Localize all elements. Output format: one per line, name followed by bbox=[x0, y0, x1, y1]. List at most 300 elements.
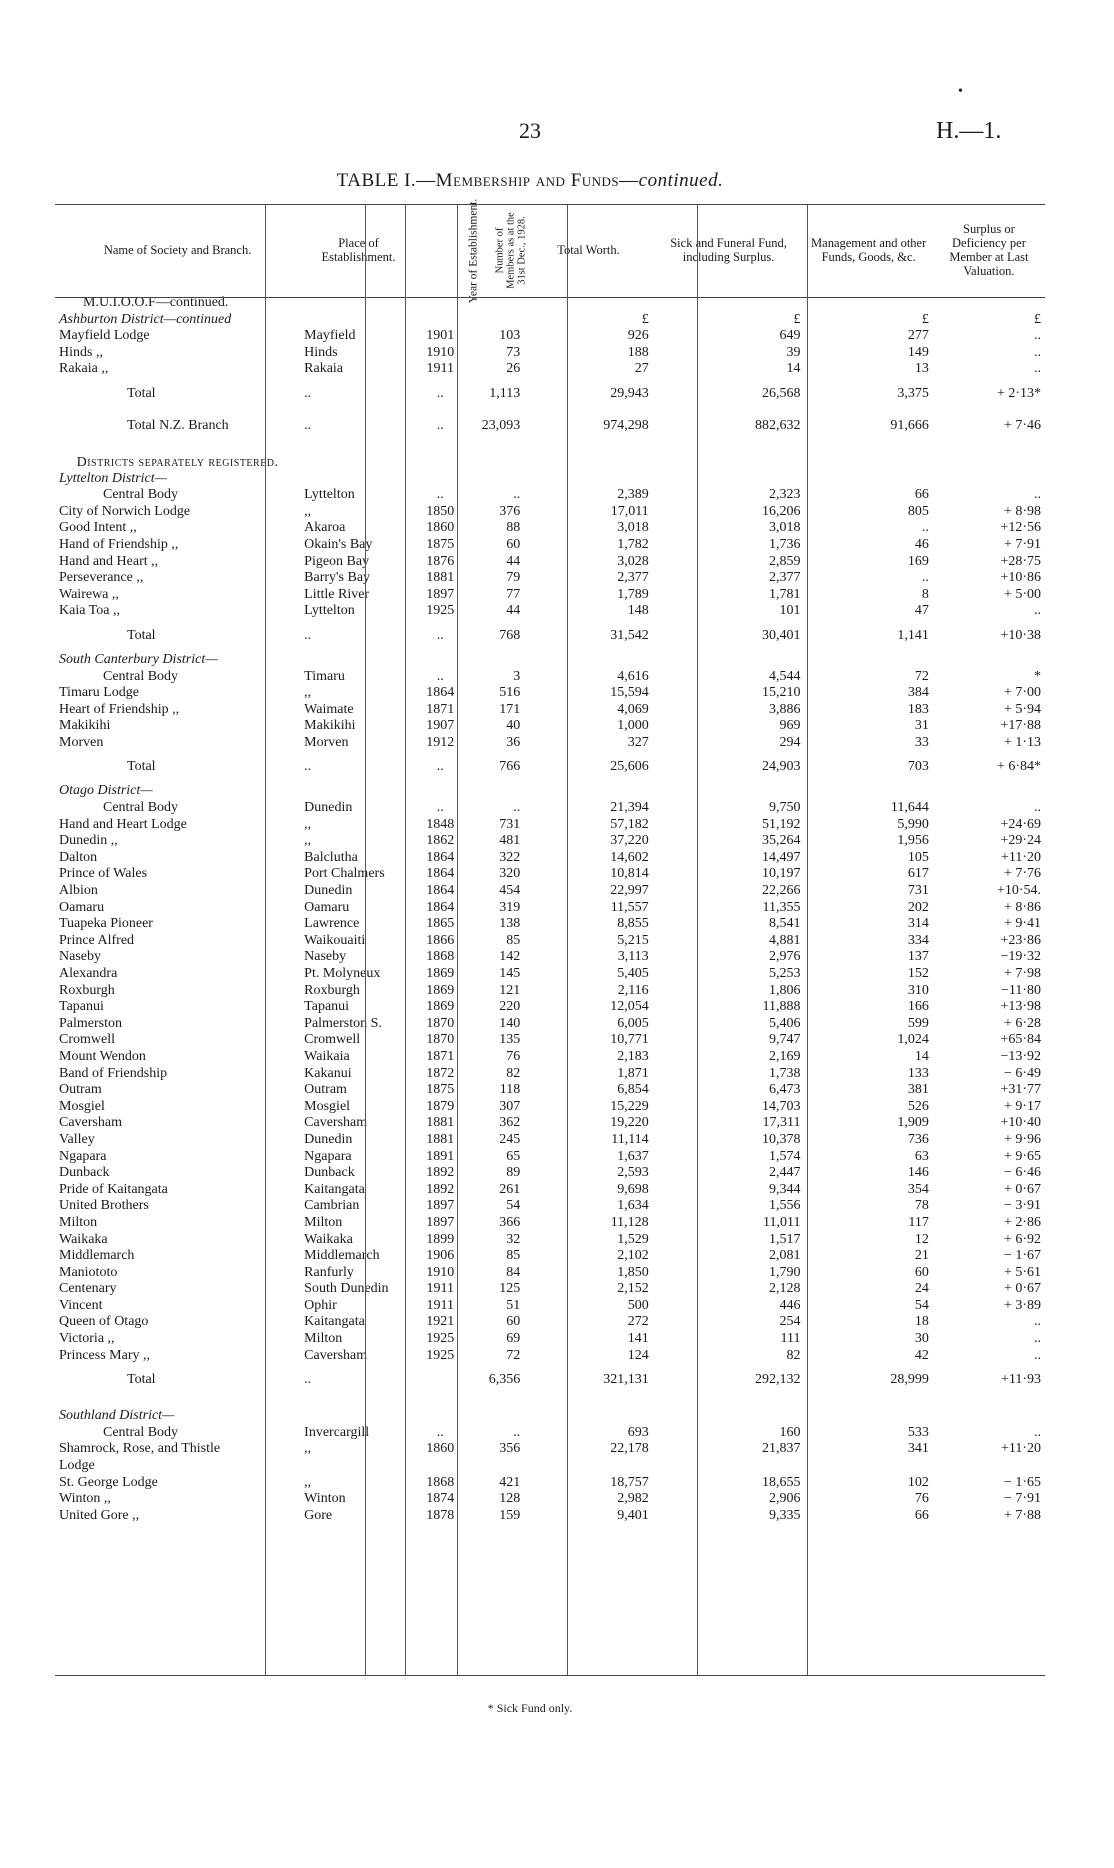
cell-mgmt: 384 bbox=[907, 685, 929, 701]
cell-members: 84 bbox=[506, 1264, 521, 1280]
cell-year: 1899 bbox=[426, 1231, 455, 1247]
cell-surplus: + 0·67 bbox=[1003, 1181, 1041, 1197]
cell-place: Oamaru bbox=[304, 899, 350, 915]
membership-table bbox=[55, 198, 1045, 1524]
cell-surplus: .. bbox=[1034, 1347, 1041, 1363]
cell-members: 103 bbox=[499, 328, 521, 344]
cell-year: .. bbox=[436, 1424, 444, 1440]
cell-year: 1912 bbox=[426, 734, 455, 750]
cell-sick: 2,447 bbox=[768, 1165, 801, 1181]
cell-worth: 6,005 bbox=[617, 1015, 649, 1031]
cell-surplus: +10·54. bbox=[996, 883, 1041, 899]
cell-worth: 29,943 bbox=[610, 385, 649, 401]
cell-worth: 11,128 bbox=[610, 1214, 649, 1230]
cell-mgmt: 66 bbox=[914, 1507, 929, 1523]
table-row bbox=[55, 949, 1045, 966]
cell-mgmt: 314 bbox=[907, 916, 929, 932]
cell-name: Tuapeka Pioneer bbox=[59, 916, 153, 932]
total-row bbox=[55, 378, 1045, 410]
table-row bbox=[55, 1281, 1045, 1298]
cell-worth: 4,616 bbox=[617, 668, 649, 684]
cell-sick: 4,544 bbox=[768, 668, 801, 684]
table-row bbox=[55, 487, 1045, 504]
cell-worth: 31,542 bbox=[610, 627, 649, 643]
cell-sick: 294 bbox=[779, 734, 801, 750]
cell-place bbox=[300, 454, 417, 471]
cell-place: Mayfield bbox=[304, 328, 356, 344]
col-header-surplus: Surplus or Deficiency per Member at Last Valuation. bbox=[949, 222, 1029, 278]
cell-worth: 11,557 bbox=[610, 899, 649, 915]
cell-year: 1864 bbox=[426, 899, 455, 915]
cell-place: Makikihi bbox=[304, 718, 356, 734]
cell-mgmt: £ bbox=[921, 311, 929, 327]
cell-place: Milton bbox=[304, 1331, 343, 1347]
cell-mgmt: 13 bbox=[914, 361, 929, 377]
table-body bbox=[55, 295, 1045, 1524]
cell-mgmt: 14 bbox=[914, 1048, 929, 1064]
cell-surplus: + 9·96 bbox=[1003, 1131, 1041, 1147]
cell-name: Tapanui bbox=[59, 999, 104, 1015]
cell-sick: 9,335 bbox=[768, 1507, 801, 1523]
cell-year: .. bbox=[436, 487, 444, 503]
cell-worth: 4,069 bbox=[617, 701, 649, 717]
cell-members: 138 bbox=[499, 916, 521, 932]
cell-members: 82 bbox=[506, 1065, 521, 1081]
cell-sick: 35,264 bbox=[761, 833, 801, 849]
section-row bbox=[55, 1408, 1045, 1425]
table-row bbox=[55, 1099, 1045, 1116]
cell-surplus: + 3·89 bbox=[1003, 1297, 1041, 1313]
cell-place: Waikaka bbox=[304, 1231, 353, 1247]
cell-name: Hand and Heart ,, bbox=[59, 553, 159, 569]
cell-place: Lyttelton bbox=[304, 603, 355, 619]
cell-members bbox=[464, 454, 525, 471]
cell-place: Hinds bbox=[304, 344, 338, 360]
cell-mgmt: 11,644 bbox=[890, 800, 929, 816]
cell-worth: 10,814 bbox=[610, 866, 649, 882]
cell-surplus: .. bbox=[1034, 1314, 1041, 1330]
table-row bbox=[55, 1475, 1045, 1492]
cell-year: 1874 bbox=[426, 1491, 455, 1507]
cell-mgmt: 24 bbox=[914, 1281, 929, 1297]
cell-surplus: .. bbox=[1034, 361, 1041, 377]
cell-place: Invercargill bbox=[304, 1424, 370, 1440]
cell-year: 1925 bbox=[426, 1347, 455, 1363]
cell-name: United Brothers bbox=[59, 1198, 149, 1214]
cell-year: .. bbox=[436, 385, 444, 401]
table-row bbox=[55, 685, 1045, 702]
cell-year: 1869 bbox=[426, 966, 455, 981]
cell-sick: 1,556 bbox=[768, 1198, 801, 1214]
table-row bbox=[55, 603, 1045, 620]
cell-members bbox=[464, 1458, 525, 1475]
cell-year: 1868 bbox=[426, 949, 455, 965]
cell-sick: 18,655 bbox=[761, 1474, 801, 1490]
cell-worth: 17,011 bbox=[610, 503, 649, 519]
table-row bbox=[55, 1458, 1045, 1475]
cell-surplus: £ bbox=[1034, 311, 1041, 327]
cell-worth: 3,113 bbox=[617, 949, 649, 965]
cell-members: 142 bbox=[499, 949, 521, 965]
cell-mgmt: 30 bbox=[914, 1331, 929, 1347]
cell-mgmt bbox=[804, 454, 932, 471]
cell-members: 89 bbox=[506, 1165, 521, 1181]
cell-year: .. bbox=[436, 417, 444, 433]
cell-name: Alexandra bbox=[59, 966, 118, 981]
cell-mgmt: 166 bbox=[907, 999, 929, 1015]
col-header-year: Year of Establishment. bbox=[467, 198, 480, 304]
spacer-cell bbox=[55, 442, 1045, 454]
cell-mgmt: 533 bbox=[907, 1424, 929, 1440]
cell-surplus: +11·20 bbox=[1000, 849, 1041, 865]
title-suffix: continued. bbox=[638, 170, 724, 191]
cell-surplus: + 8·86 bbox=[1003, 899, 1041, 915]
table-row bbox=[55, 916, 1045, 933]
cell-name: Palmerston bbox=[59, 1015, 122, 1031]
cell-place: Naseby bbox=[304, 949, 347, 965]
cell-worth bbox=[524, 454, 652, 471]
cell-surplus: .. bbox=[1034, 800, 1041, 816]
cell-name: Central Body bbox=[103, 1424, 179, 1440]
cell-members bbox=[464, 652, 525, 669]
cell-surplus: + 7·91 bbox=[1003, 536, 1041, 552]
cell-year: 1869 bbox=[426, 999, 455, 1015]
table-row bbox=[55, 1248, 1045, 1265]
cell-worth: 124 bbox=[627, 1347, 649, 1363]
cell-sick: 2,906 bbox=[768, 1491, 801, 1507]
cell-members: 32 bbox=[506, 1231, 521, 1247]
cell-surplus: + 6·84* bbox=[996, 759, 1041, 775]
cell-name: Valley bbox=[59, 1131, 95, 1147]
cell-members bbox=[464, 783, 525, 800]
section-row bbox=[55, 783, 1045, 800]
cell-sick: 2,323 bbox=[768, 487, 801, 503]
cell-surplus: + 7·76 bbox=[1003, 866, 1041, 882]
cell-place bbox=[300, 783, 417, 800]
cell-name: Lodge bbox=[59, 1458, 95, 1474]
cell-name: Lyttelton District— bbox=[59, 470, 168, 486]
cell-year: 1911 bbox=[426, 1281, 454, 1297]
table-row bbox=[55, 1082, 1045, 1099]
cell-name: Ngapara bbox=[59, 1148, 107, 1164]
col-header-mgmt: Management and other Funds, Goods, &c. bbox=[811, 236, 927, 264]
cell-surplus: * bbox=[1034, 668, 1041, 684]
cell-place: Kaitangata bbox=[304, 1181, 365, 1197]
cell-mgmt: 76 bbox=[914, 1491, 929, 1507]
cell-year: 1881 bbox=[426, 1115, 455, 1131]
cell-sick: 101 bbox=[779, 603, 801, 619]
table-row bbox=[55, 1232, 1045, 1249]
table-row bbox=[55, 520, 1045, 537]
cell-place bbox=[300, 312, 417, 329]
cell-place: Pt. Molyneux bbox=[304, 966, 381, 981]
col-header-place: Place of Establishment. bbox=[321, 236, 396, 264]
table-row bbox=[55, 1016, 1045, 1033]
cell-sick: 2,169 bbox=[768, 1048, 801, 1064]
cell-name: Makikihi bbox=[59, 718, 111, 734]
cell-sick: 882,632 bbox=[754, 417, 801, 433]
cell-sick: 1,574 bbox=[768, 1148, 801, 1164]
cell-sick: 9,344 bbox=[768, 1181, 801, 1197]
col-header-worth: Total Worth. bbox=[557, 243, 620, 257]
cell-surplus: + 5·61 bbox=[1003, 1264, 1041, 1280]
table-row bbox=[55, 817, 1045, 834]
cell-year: 1897 bbox=[426, 1198, 455, 1214]
cell-members: 766 bbox=[499, 759, 521, 775]
cell-place: Okain's Bay bbox=[304, 536, 373, 552]
cell-name: Princess Mary ,, bbox=[59, 1347, 150, 1363]
cell-members: 768 bbox=[499, 627, 521, 643]
cell-surplus: + 7·46 bbox=[1003, 417, 1041, 433]
cell-members: 88 bbox=[506, 520, 521, 536]
cell-worth: 926 bbox=[627, 328, 649, 344]
cell-worth: 22,997 bbox=[610, 883, 649, 899]
cell-surplus: .. bbox=[1034, 1331, 1041, 1347]
cell-place: ,, bbox=[304, 833, 312, 849]
cell-name: Milton bbox=[59, 1214, 98, 1230]
cell-sick: 3,018 bbox=[768, 520, 801, 536]
cell-year: 1910 bbox=[426, 1264, 455, 1280]
cell-place: Port Chalmers bbox=[304, 866, 385, 882]
cell-members: 60 bbox=[506, 1314, 521, 1330]
cell-sick bbox=[653, 454, 805, 471]
cell-year: 1871 bbox=[426, 1048, 455, 1064]
cell-worth: 9,401 bbox=[617, 1507, 649, 1523]
cell-year: 1870 bbox=[426, 1015, 455, 1031]
cell-worth: 15,229 bbox=[610, 1098, 649, 1114]
cell-name: Total N.Z. Branch bbox=[127, 417, 229, 433]
cell-surplus: +29·24 bbox=[1000, 833, 1041, 849]
cell-surplus bbox=[933, 454, 1045, 471]
cell-members: 40 bbox=[506, 718, 521, 734]
section-row bbox=[55, 454, 1045, 471]
cell-year: 1897 bbox=[426, 1214, 455, 1230]
table-row bbox=[55, 1132, 1045, 1149]
cell-sick bbox=[653, 471, 805, 488]
cell-surplus: + 7·00 bbox=[1003, 685, 1041, 701]
cell-surplus: − 6·49 bbox=[1003, 1065, 1041, 1081]
title-prefix: TABLE I.— bbox=[336, 170, 436, 191]
cell-surplus: +11·20 bbox=[1000, 1441, 1041, 1457]
cell-worth: 1,871 bbox=[617, 1065, 649, 1081]
cell-sick: 14 bbox=[786, 361, 801, 377]
table-row bbox=[55, 587, 1045, 604]
col-header-name: Name of Society and Branch. bbox=[103, 243, 252, 257]
cell-surplus: + 0·67 bbox=[1003, 1281, 1041, 1297]
table-row bbox=[55, 1115, 1045, 1132]
cell-mgmt: 31 bbox=[914, 718, 929, 734]
cell-name: Cromwell bbox=[59, 1032, 115, 1048]
cell-members: 85 bbox=[506, 932, 521, 948]
cell-members: 481 bbox=[499, 833, 521, 849]
cell-members: 362 bbox=[499, 1115, 521, 1131]
cell-sick: 10,378 bbox=[761, 1131, 801, 1147]
cell-year: 1901 bbox=[426, 328, 455, 344]
cell-sick: 3,886 bbox=[768, 701, 801, 717]
cell-name: Otago District— bbox=[59, 783, 153, 799]
cell-worth bbox=[524, 1408, 652, 1425]
cell-year: 1911 bbox=[426, 361, 454, 377]
cell-name: Total bbox=[127, 759, 156, 775]
cell-worth: 5,405 bbox=[617, 966, 649, 981]
cell-sick: 17,311 bbox=[762, 1115, 801, 1131]
cell-mgmt: 183 bbox=[907, 701, 929, 717]
cell-worth: 3,018 bbox=[617, 520, 649, 536]
table-row bbox=[55, 669, 1045, 686]
cell-worth: 2,116 bbox=[617, 982, 649, 998]
table-row bbox=[55, 718, 1045, 735]
cell-mgmt: 169 bbox=[907, 553, 929, 569]
cell-members: 73 bbox=[506, 344, 521, 360]
cell-name: Total bbox=[127, 385, 156, 401]
table-row bbox=[55, 983, 1045, 1000]
cell-worth bbox=[524, 1458, 652, 1475]
table-row bbox=[55, 1049, 1045, 1066]
table-row bbox=[55, 345, 1045, 362]
table-row bbox=[55, 1441, 1045, 1458]
cell-name: Winton ,, bbox=[59, 1491, 111, 1507]
cell-worth: 27 bbox=[634, 361, 649, 377]
cell-members: 376 bbox=[499, 503, 521, 519]
rule-header bbox=[55, 297, 1045, 298]
table-row bbox=[55, 1165, 1045, 1182]
cell-worth: 22,178 bbox=[610, 1441, 649, 1457]
cell-surplus: + 9·65 bbox=[1003, 1148, 1041, 1164]
table-row bbox=[55, 702, 1045, 719]
cell-surplus: + 9·41 bbox=[1003, 916, 1041, 932]
rule-col-1 bbox=[265, 205, 266, 1675]
cell-year: 1869 bbox=[426, 982, 455, 998]
cell-place: ,, bbox=[304, 503, 312, 519]
table-row bbox=[55, 328, 1045, 345]
cell-worth: £ bbox=[641, 311, 649, 327]
cell-surplus: .. bbox=[1034, 1424, 1041, 1440]
cell-place: Ranfurly bbox=[304, 1264, 354, 1280]
cell-worth: 15,594 bbox=[610, 685, 649, 701]
cell-place bbox=[300, 471, 417, 488]
cell-worth: 1,637 bbox=[617, 1148, 649, 1164]
table-row bbox=[55, 361, 1045, 378]
cell-place: Kaitangata bbox=[304, 1314, 365, 1330]
cell-name: Hand and Heart Lodge bbox=[59, 816, 187, 832]
cell-sick: 1,781 bbox=[768, 586, 801, 602]
cell-worth: 12,054 bbox=[610, 999, 649, 1015]
cell-worth: 3,028 bbox=[617, 553, 649, 569]
cell-name: Prince Alfred bbox=[59, 932, 135, 948]
cell-name: Dunback bbox=[59, 1165, 110, 1181]
cell-place: ,, bbox=[304, 1474, 312, 1490]
col-header-sick: Sick and Funeral Fund, including Surplus. bbox=[670, 236, 787, 264]
cell-surplus: .. bbox=[1034, 603, 1041, 619]
cell-members: 44 bbox=[506, 603, 521, 619]
cell-surplus: .. bbox=[1034, 487, 1041, 503]
cell-members: 145 bbox=[499, 966, 521, 981]
cell-sick: 26,568 bbox=[761, 385, 801, 401]
page-number: 23 bbox=[519, 118, 541, 143]
cell-mgmt: 47 bbox=[914, 603, 929, 619]
cell-worth: 1,789 bbox=[617, 586, 649, 602]
cell-year: 1925 bbox=[426, 1331, 455, 1347]
cell-surplus: + 9·17 bbox=[1003, 1098, 1041, 1114]
cell-worth: 5,215 bbox=[617, 932, 649, 948]
cell-mgmt: 1,956 bbox=[897, 833, 929, 849]
cell-surplus: +13·98 bbox=[1000, 999, 1041, 1015]
cell-mgmt: 310 bbox=[907, 982, 929, 998]
cell-mgmt: 18 bbox=[914, 1314, 929, 1330]
cell-sick: 649 bbox=[779, 328, 801, 344]
cell-sick: 51,192 bbox=[761, 816, 801, 832]
cell-year: 1925 bbox=[426, 603, 455, 619]
cell-surplus: − 1·65 bbox=[1003, 1474, 1041, 1490]
cell-sick: 11,888 bbox=[762, 999, 801, 1015]
cell-surplus bbox=[933, 471, 1045, 488]
cell-year: 1871 bbox=[426, 701, 455, 717]
cell-surplus: + 7·88 bbox=[1003, 1507, 1041, 1523]
cell-members: 79 bbox=[506, 570, 521, 586]
cell-place: Palmerston S. bbox=[304, 1015, 382, 1031]
cell-place: Ngapara bbox=[304, 1148, 352, 1164]
cell-members: 54 bbox=[506, 1198, 521, 1214]
cell-mgmt: 334 bbox=[907, 932, 929, 948]
col-header-members: Number of Members as at the 31st Dec., 1928. bbox=[494, 211, 528, 289]
cell-mgmt: 1,141 bbox=[897, 627, 929, 643]
cell-sick: 160 bbox=[779, 1424, 801, 1440]
cell-members: 128 bbox=[499, 1491, 521, 1507]
cell-members: 125 bbox=[499, 1281, 521, 1297]
cell-place bbox=[300, 1458, 417, 1475]
cell-place: Cambrian bbox=[304, 1198, 360, 1214]
cell-place: ,, bbox=[304, 816, 312, 832]
cell-place: .. bbox=[304, 627, 312, 643]
cell-mgmt: 63 bbox=[914, 1148, 929, 1164]
cell-year: 1910 bbox=[426, 344, 455, 360]
cell-year: 1870 bbox=[426, 1032, 455, 1048]
cell-name: Vincent bbox=[59, 1297, 103, 1313]
table-row bbox=[55, 504, 1045, 521]
cell-mgmt: 381 bbox=[907, 1082, 929, 1098]
cell-worth: 19,220 bbox=[610, 1115, 649, 1131]
cell-place: Waikouaiti bbox=[304, 932, 366, 948]
cell-mgmt bbox=[804, 1458, 932, 1475]
rule-col-2 bbox=[365, 205, 366, 1675]
cell-worth: 25,606 bbox=[610, 759, 649, 775]
cell-worth: 1,000 bbox=[617, 718, 649, 734]
rule-col-3 bbox=[405, 205, 406, 1675]
table-row bbox=[55, 1298, 1045, 1315]
cell-worth: 1,529 bbox=[617, 1231, 649, 1247]
cell-mgmt: 42 bbox=[914, 1347, 929, 1363]
rule-col-5 bbox=[567, 205, 568, 1675]
cell-mgmt: 117 bbox=[908, 1214, 929, 1230]
cell-place: Ophir bbox=[304, 1297, 337, 1313]
footnote: * Sick Fund only. bbox=[487, 1701, 573, 1715]
cell-worth: 11,114 bbox=[611, 1131, 649, 1147]
cell-place: .. bbox=[304, 759, 312, 775]
cell-worth: 2,389 bbox=[617, 487, 649, 503]
cell-name: Dalton bbox=[59, 849, 98, 865]
table-row bbox=[55, 537, 1045, 554]
cell-surplus: − 1·67 bbox=[1003, 1248, 1041, 1264]
table-row bbox=[55, 1508, 1045, 1525]
cell-sick: 82 bbox=[786, 1347, 801, 1363]
cell-mgmt: 341 bbox=[907, 1441, 929, 1457]
cell-place: .. bbox=[304, 385, 312, 401]
cell-mgmt: 78 bbox=[914, 1198, 929, 1214]
cell-mgmt bbox=[804, 783, 932, 800]
cell-name: Total bbox=[127, 1372, 156, 1388]
cell-name: Ashburton District—continued bbox=[59, 311, 232, 327]
cell-sick: 30,401 bbox=[761, 627, 801, 643]
